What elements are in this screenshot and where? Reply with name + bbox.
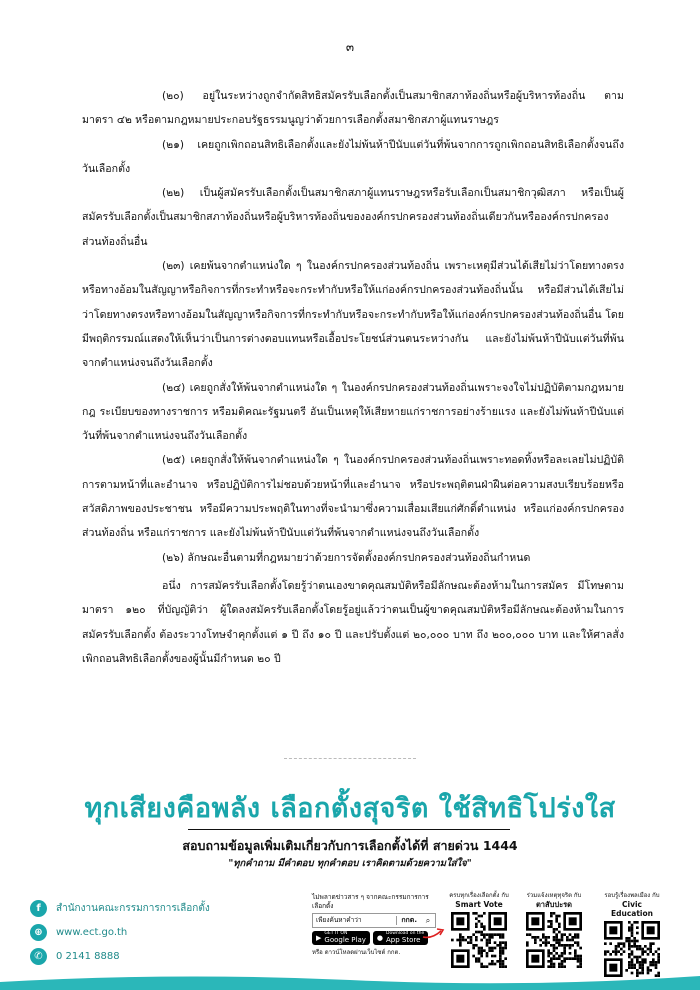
google-play-badge[interactable] — [312, 931, 370, 945]
qr-code-icon — [526, 912, 582, 968]
campaign-slogan: ทุกเสียงคือพลัง เลือกตั้งสุจริต ใช้สิทธิโปร่งใส — [84, 793, 616, 824]
app-store-label: App Store — [386, 936, 421, 944]
clause-25: (๒๕) เคยถูกสั่งให้พ้นจากตำแหน่งใด ๆ ในองค์กรปกครองส่วนท้องถิ่นเพราะทอดทิ้งหรือละเลยไม่ปฏิบัติการตามหน้าที่และอำนาจ หรือปฏิบัติการไม่ชอบด้วยหน้าที่และอำนาจ หรือประพฤติตนฝ่าฝืนต่อความสงบเรียบร้อยหรือสวัสดิภาพของประชาชน หรือมีความประพฤติในทางที่จะนำมาซึ่งความเสื่อมเสียแก่ศักดิ์ตำแหน่ง หรือแก่องค์กรปกครองส่วนท้องถิ่น หรือแก่ราชการ และยังไม่พ้นห้าปีนับแต่วันที่พ้นจากตำแหน่งจนถึงวันเลือกตั้ง — [82, 454, 624, 540]
qr-tasapparot-name: ตาสับปะรด — [535, 900, 573, 909]
facebook-icon: f — [30, 900, 47, 917]
app-search-query: กกต. — [396, 916, 421, 925]
play-icon: ▶ — [316, 933, 322, 942]
arrow-icon — [422, 926, 446, 940]
clause-22: (๒๒) เป็นผู้สมัครรับเลือกตั้งเป็นสมาชิกสภาผู้แทนราษฎรหรือรับเลือกเป็นสมาชิกวุฒิสภา หรือเป็นผู้สมัครรับเลือกตั้งเป็นสมาชิกสภาท้องถิ่นหรือผู้บริหารท้องถิ่นขององค์กรปกครองส่วนท้องถิ่นเดียวกันหรือองค์กรปกครองส่วนท้องถิ่นอื่น — [82, 187, 624, 248]
app-search-box — [312, 913, 436, 928]
penalty-paragraph: อนึ่ง การสมัครรับเลือกตั้งโดยรู้ว่าตนเองขาดคุณสมบัติหรือมีลักษณะต้องห้ามในการสมัคร มีโทษตามมาตรา ๑๒๐ ที่บัญญัติว่า ผู้ใดลงสมัครรับเลือกตั้งโดยรู้อยู่แล้วว่าตนเป็นผู้ขาดคุณสมบัติหรือมีลักษณะต้องห้ามในการสมัครรับเลือกตั้ง ต้องระวางโทษจำคุกตั้งแต่ ๑ ปี ถึง ๑๐ ปี และปรับตั้งแต่ ๒๐,๐๐๐ บาท ถึง ๒๐๐,๐๐๐ บาท และให้ศาลสั่งเพิกถอนสิทธิเลือกตั้งของผู้นั้นมีกำหนด ๒๐ ปี — [82, 579, 624, 665]
qr-civic-education-name: Civic Education — [611, 900, 653, 918]
clause-26: (๒๖) ลักษณะอื่นตามที่กฎหมายว่าด้วยการจัดตั้งองค์กรปกครองส่วนท้องถิ่นกำหนด — [162, 551, 531, 564]
phone-icon: ✆ — [30, 948, 47, 965]
globe-icon: ⊕ — [30, 924, 47, 941]
app-store-top: Download on the — [386, 931, 425, 936]
tagline-quote: "ทุกคำถาม มีคำตอบ ทุกคำตอบ เราคิดตามด้วยความใส่ใจ" — [228, 858, 472, 869]
apple-icon: ● — [376, 933, 384, 942]
qr-civic-education-label: รอบรู้เรื่องพลเมือง กับ — [604, 892, 660, 899]
qr-smart-vote-name: Smart Vote — [455, 900, 503, 909]
clause-21: (๒๑) เคยถูกเพิกถอนสิทธิเลือกตั้งและยังไม่พ้นห้าปีนับแต่วันที่พ้นจากการถูกเพิกถอนสิทธิเลือกตั้งจนถึงวันเลือกตั้ง — [82, 138, 624, 175]
contact-website[interactable] — [30, 924, 240, 941]
page-number: ๓ — [345, 40, 355, 54]
qr-tasapparot-label: ร่วมแจ้งเหตุทุจริต กับ — [526, 892, 582, 899]
qr-code-icon — [451, 912, 507, 968]
app-download-block — [312, 893, 436, 957]
contact-facebook-text: สำนักงานคณะกรรมการการเลือกตั้ง — [56, 903, 210, 914]
document-body — [82, 84, 624, 671]
qr-tasapparot[interactable] — [522, 892, 586, 972]
contact-phone-text: 0 2141 8888 — [56, 951, 120, 962]
google-play-label: Google Play — [324, 936, 366, 944]
qr-smart-vote[interactable] — [447, 892, 511, 972]
dashed-divider — [284, 758, 416, 759]
app-store-badge[interactable] — [373, 931, 428, 945]
qr-smart-vote-label: ครบทุกเรื่องเลือกตั้ง กับ — [449, 892, 509, 899]
hotline-text: สอบถามข้อมูลเพิ่มเติมเกี่ยวกับการเลือกตั้งได้ที่ สายด่วน 1444 — [182, 838, 518, 853]
footer-wave-band — [0, 968, 700, 990]
contact-phone[interactable] — [30, 948, 240, 965]
download-note: หรือ ดาวน์โหลดผ่านเว็บไซต์ กกต. — [312, 949, 401, 956]
clause-20: (๒๐) อยู่ในระหว่างถูกจำกัดสิทธิสมัครรับเลือกตั้งเป็นสมาชิกสภาท้องถิ่นหรือผู้บริหารท้องถิ่น ตามมาตรา ๔๒ หรือตามกฎหมายประกอบรัฐธรรมนูญว่าด้วยการเลือกตั้งสมาชิกสภาผู้แทนราษฎร — [82, 90, 624, 127]
hotline-rule — [188, 829, 510, 830]
contact-facebook[interactable] — [30, 900, 240, 917]
contact-website-text: www.ect.go.th — [56, 927, 128, 938]
clause-23: (๒๓) เคยพ้นจากตำแหน่งใด ๆ ในองค์กรปกครองส่วนท้องถิ่น เพราะเหตุมีส่วนได้เสียไม่ว่าโดยทางตรงหรือทางอ้อมในสัญญาหรือกิจการที่กระทำหรือจะกระทำกับหรือให้แก่องค์กรปกครองส่วนท้องถิ่นนั้น หรือมีส่วนได้เสียไม่ว่าโดยทางตรงหรือทางอ้อมในสัญญาหรือกิจการที่กระทำกับหรือจะกระทำกับหรือให้แก่องค์กรปกครองส่วนท้องถิ่นอื่น โดยมีพฤติกรรมณ์แสดงให้เห็นว่าเป็นการต่างตอบแทนหรือเอื้อประโยชน์ส่วนตนระหว่างกัน และยังไม่พ้นห้าปีนับแต่วันที่พ้นจากตำแหน่งจนถึงวันเลือกตั้ง — [82, 260, 624, 370]
app-search-label: เพียงค้นหาคำว่า — [316, 916, 362, 924]
clause-24: (๒๔) เคยถูกสั่งให้พ้นจากตำแหน่งใด ๆ ในองค์กรปกครองส่วนท้องถิ่นเพราะจงใจไม่ปฏิบัติตามกฎหมาย กฎ ระเบียบของทางราชการ หรือมติคณะรัฐมนตรี อันเป็นเหตุให้เสียหายแก่ราชการอย่างร้ายแรง และยังไม่พ้นห้าปีนับแต่วันที่พ้นจากตำแหน่งจนถึงวันเลือกตั้ง — [82, 381, 624, 443]
search-icon: ⌕ — [425, 916, 431, 925]
google-play-top: GET IT ON — [324, 931, 348, 936]
app-intro-text: ไม่พลาดข่าวสาร ๆ จากคณะกรรมการการเลือกตั้ง — [312, 893, 429, 910]
